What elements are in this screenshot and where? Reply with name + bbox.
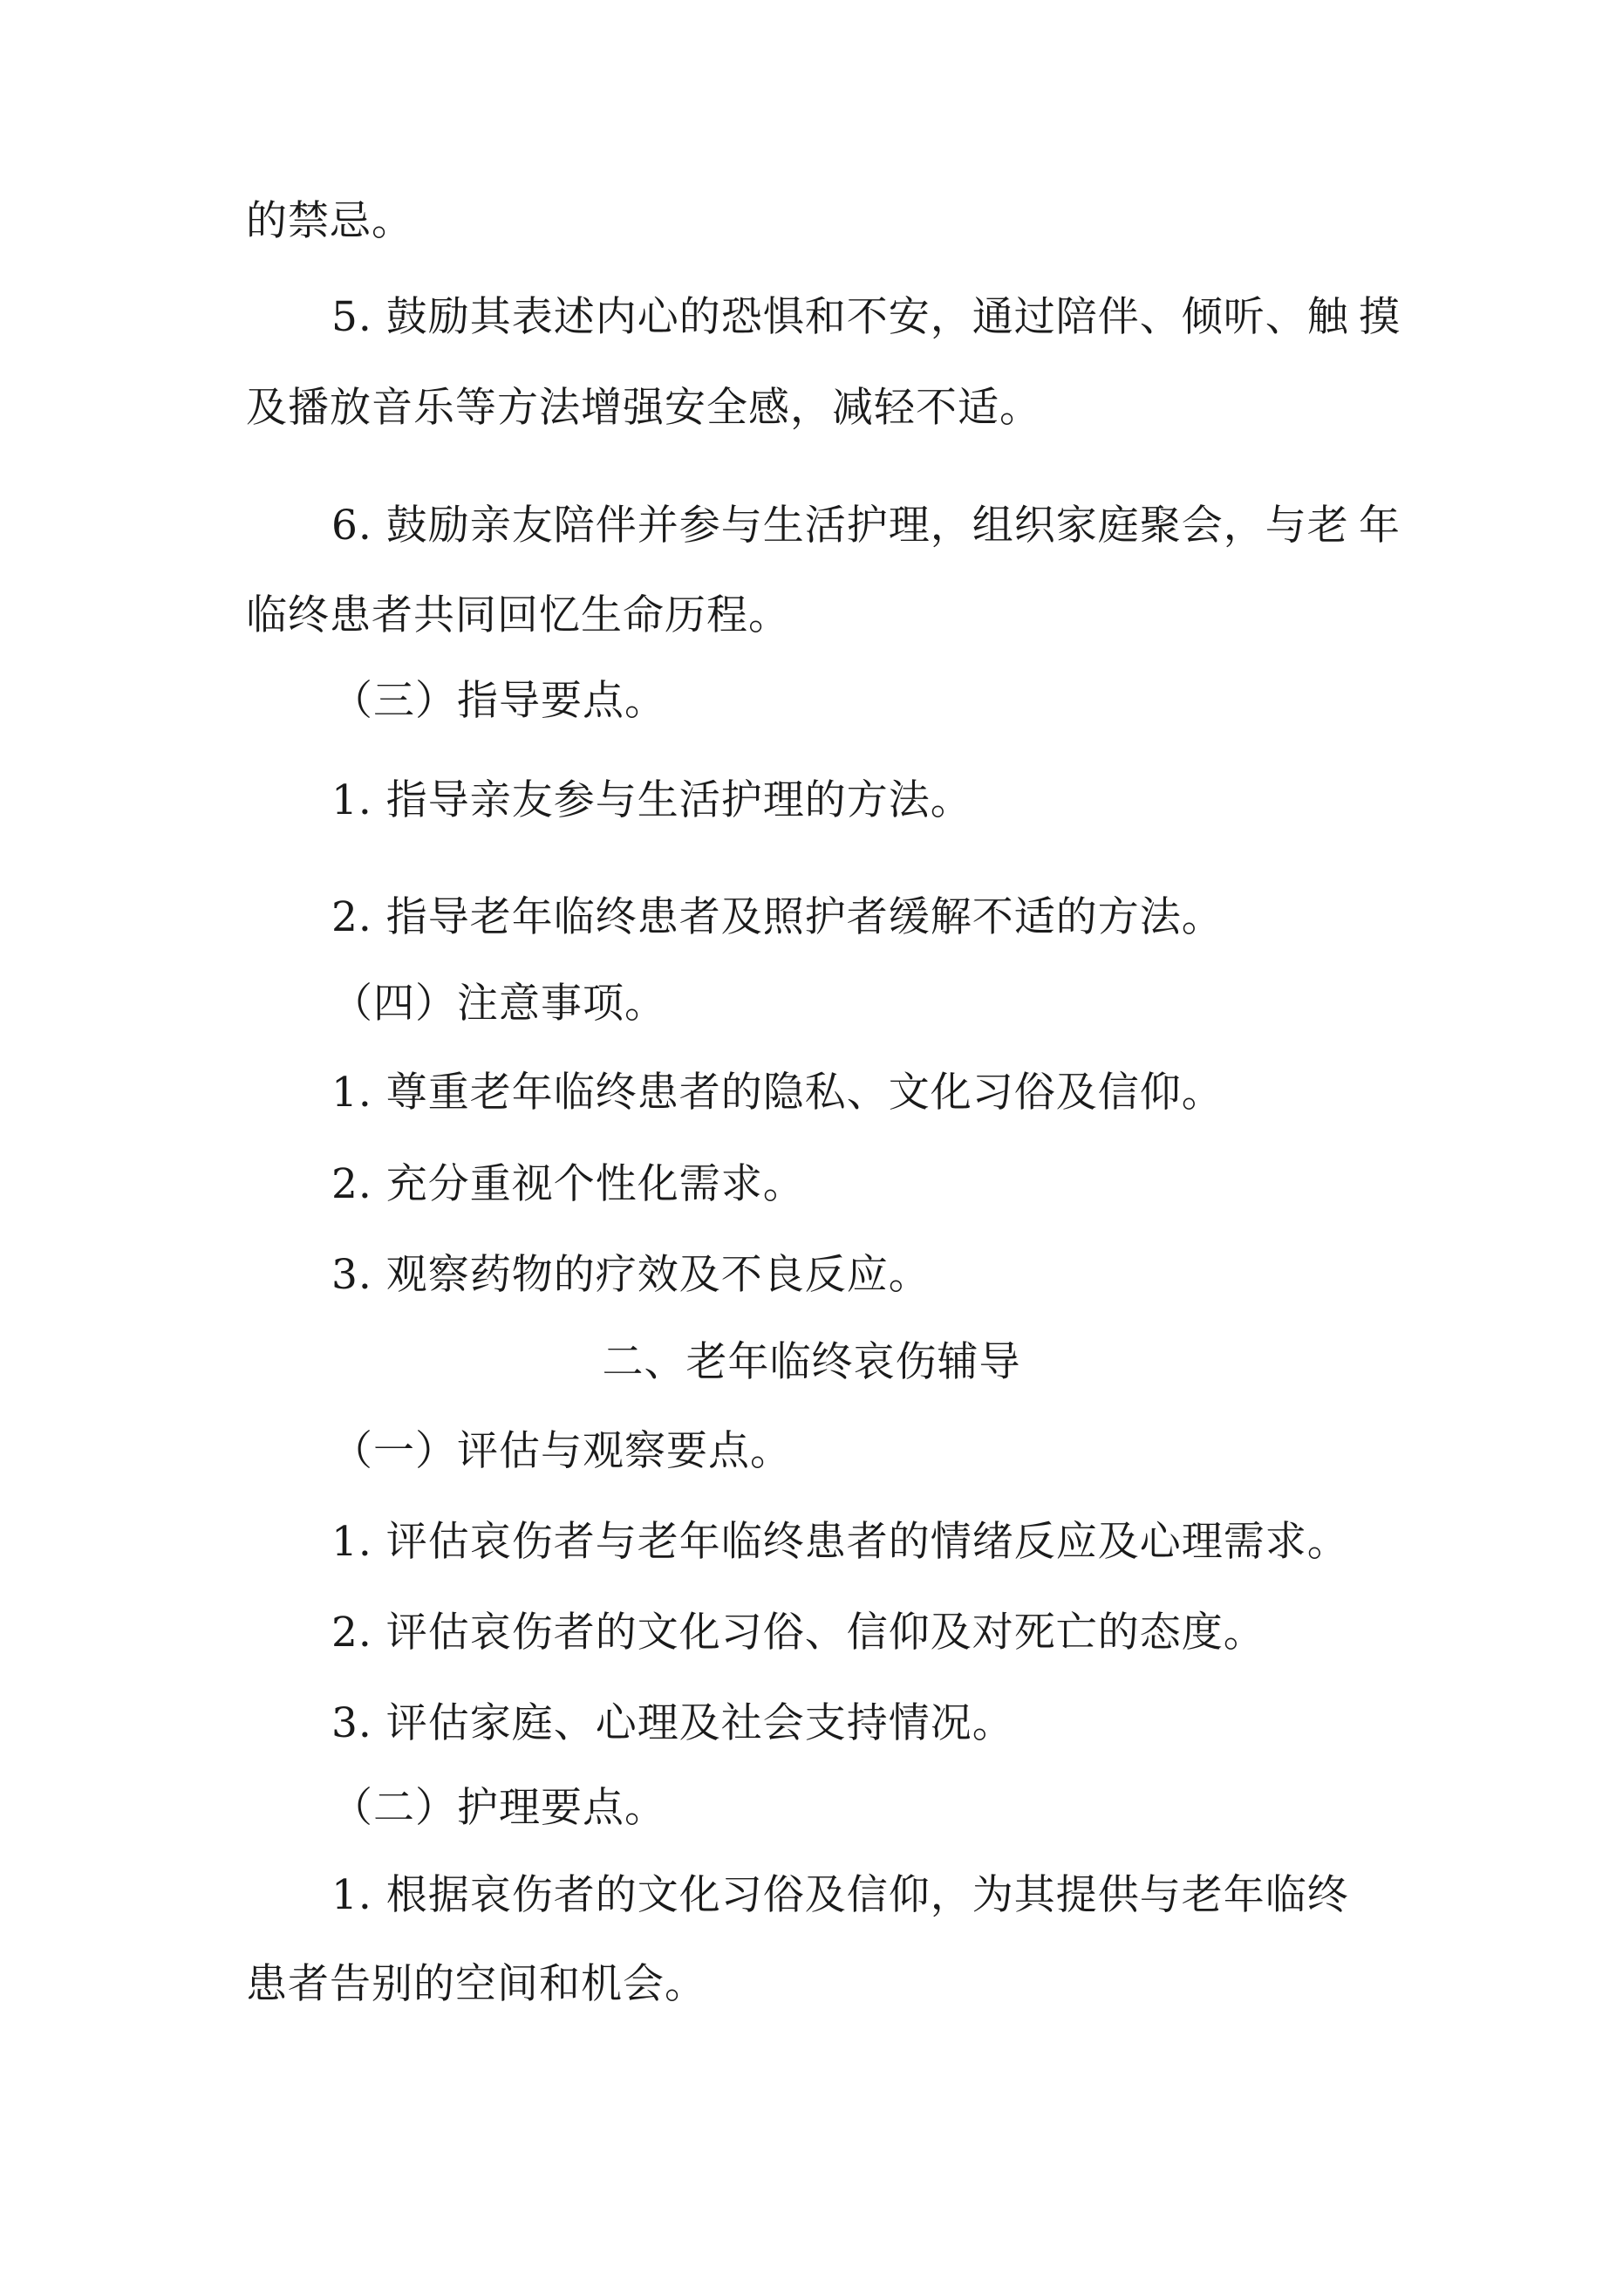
- chapter-heading: 二、老年临终哀伤辅导: [602, 1338, 1021, 1386]
- list-item-5-line-1: [331, 291, 1401, 344]
- list-item-6-line-1: [331, 500, 1401, 552]
- list-item-6-text: 6. 鼓励亲友陪伴并参与生活护理，组织家庭聚会，与老: [331, 502, 1349, 550]
- section-heading-assessment: （一）评估与观察要点。: [331, 1427, 792, 1475]
- section-heading-notes: （四）注意事项。: [331, 980, 666, 1028]
- section-heading-nursing: （二）护理要点。: [331, 1784, 666, 1832]
- section-heading-guidance: （三）指导要点。: [331, 677, 666, 725]
- continuation-line: 的禁忌。: [246, 197, 413, 245]
- list-item-1-line-1: 1. 根据哀伤者的文化习俗及信仰，为其提供与老年临终: [331, 1871, 1349, 1919]
- list-item-5-text-end: 摸: [1359, 293, 1401, 341]
- list-item: 3. 评估家庭、心理及社会支持情况。: [331, 1699, 1014, 1747]
- list-item: 1. 评估哀伤者与老年临终患者的情绪反应及心理需求。: [331, 1518, 1349, 1566]
- list-item-5-line-2: 及播放音乐等方法增强安全感，减轻不适。: [246, 384, 1041, 432]
- list-item-6-line-2: 临终患者共同回忆生命历程。: [246, 591, 790, 639]
- list-item-6-text-end: 年: [1359, 502, 1401, 550]
- list-item: 1. 尊重老年临终患者的隐私、文化习俗及信仰。: [331, 1069, 1224, 1117]
- list-item-5-text: 5. 鼓励其表述内心的恐惧和不安，通过陪伴、倾听、触: [331, 293, 1349, 341]
- list-item: 2. 充分重视个性化需求。: [331, 1160, 805, 1208]
- list-item: 2. 评估哀伤者的文化习俗、信仰及对死亡的态度。: [331, 1609, 1265, 1657]
- list-item: 1. 指导亲友参与生活护理的方法。: [331, 776, 972, 824]
- list-item: 3. 观察药物的疗效及不良反应。: [331, 1251, 931, 1299]
- list-item-1-line-2: 患者告别的空间和机会。: [246, 1960, 706, 2008]
- list-item: 2. 指导老年临终患者及照护者缓解不适的方法。: [331, 893, 1224, 941]
